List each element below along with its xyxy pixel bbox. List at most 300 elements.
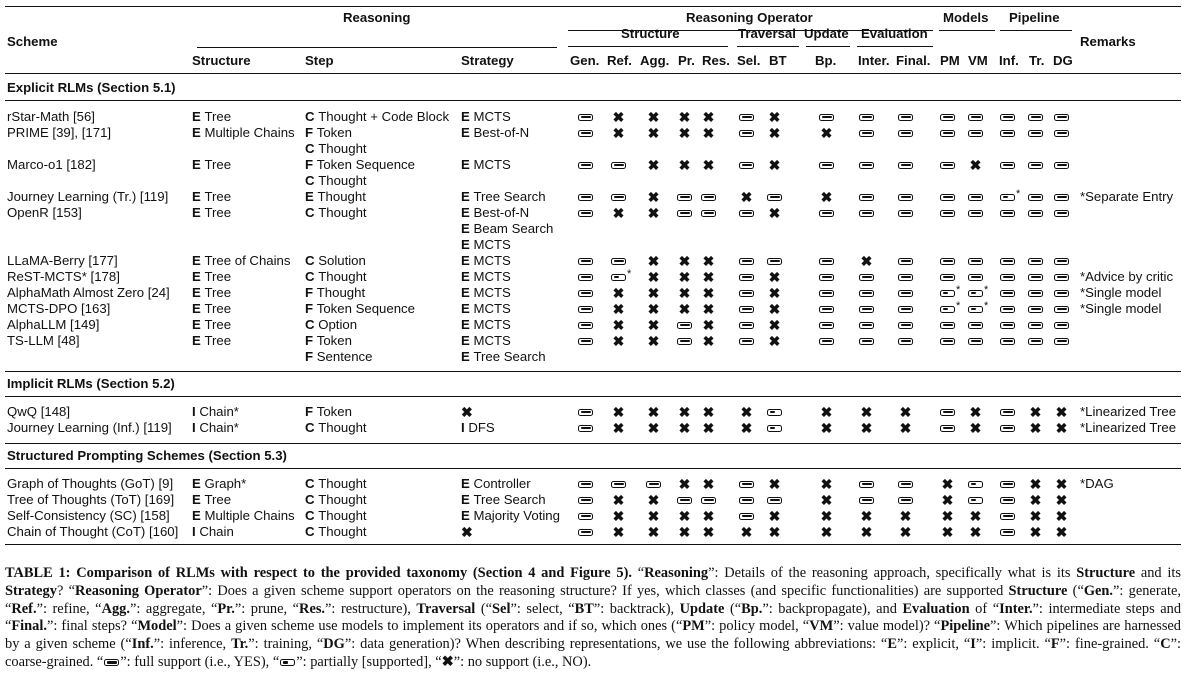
no-support-icon: ✖ [612, 109, 625, 125]
no-support-icon: ✖ [860, 508, 873, 524]
no-support-icon: ✖ [740, 404, 753, 420]
section-rule [5, 396, 1181, 397]
full-support-icon [578, 529, 593, 536]
structure-cell: E Tree [192, 109, 232, 124]
no-support-icon: ✖ [768, 476, 781, 492]
caption-text: C [1160, 636, 1171, 653]
caption-text: Sel [492, 600, 511, 617]
strategy-cell: ✖ [461, 404, 473, 420]
section-rule [5, 100, 1181, 101]
strategy-cell: E MCTS [461, 285, 511, 300]
no-support-icon: ✖ [678, 157, 691, 173]
no-support-icon: ✖ [702, 285, 715, 301]
no-support-icon: ✖ [647, 420, 660, 436]
full-support-icon [940, 114, 955, 121]
no-support-icon: ✖ [1055, 476, 1068, 492]
no-support-icon: ✖ [647, 492, 660, 508]
full-support-icon [578, 306, 593, 313]
full-support-icon [739, 322, 754, 329]
caption-text: (“ [475, 600, 493, 617]
no-support-icon: ✖ [678, 524, 691, 540]
full-support-icon [940, 274, 955, 281]
full-support-icon [578, 338, 593, 345]
strategy-cell: I DFS [461, 420, 495, 435]
full-support-icon [898, 258, 913, 265]
no-support-icon: ✖ [860, 253, 873, 269]
full-support-icon [1028, 162, 1043, 169]
full-support-icon [578, 497, 593, 504]
no-support-icon: ✖ [768, 333, 781, 349]
step-cell: C Thought [305, 508, 367, 523]
full-support-icon [1054, 274, 1069, 281]
caption-text: ”: inference, [153, 636, 232, 653]
no-support-icon: ✖ [612, 301, 625, 317]
strategy-cell: E Best-of-N [461, 205, 530, 220]
full-support-icon [859, 322, 874, 329]
full-support-icon [1000, 130, 1015, 137]
header-structure: Structure [192, 53, 251, 68]
no-support-icon: ✖ [820, 420, 833, 436]
footnote-star: * [956, 284, 961, 296]
no-support-icon: ✖ [1029, 492, 1042, 508]
full-support-icon [898, 481, 913, 488]
caption-text: ”: aggregate, “ [129, 600, 218, 617]
no-support-icon: ✖ [768, 205, 781, 221]
caption-text: (“ [724, 600, 742, 617]
reasoning-underline [197, 47, 557, 48]
full-support-icon [859, 290, 874, 297]
no-support-icon: ✖ [768, 301, 781, 317]
strategy-cell: E MCTS [461, 236, 511, 252]
scheme-name: rStar-Math [56] [7, 109, 95, 124]
full-support-icon [767, 258, 782, 265]
caption-text: Update [679, 600, 725, 617]
top-rule [5, 6, 1181, 7]
no-support-icon: ✖ [612, 285, 625, 301]
full-support-icon [578, 322, 593, 329]
full-support-icon [898, 210, 913, 217]
step-cell: C Thought [305, 476, 367, 491]
full-support-icon [898, 338, 913, 345]
caption-text: BT [574, 600, 594, 617]
caption-text: Ref. [11, 600, 37, 617]
no-support-icon: ✖ [647, 524, 660, 540]
step-cell: F Token Sequence [305, 157, 415, 172]
full-support-icon [1000, 513, 1015, 520]
section-divider [5, 443, 1181, 444]
full-support-icon [767, 497, 782, 504]
full-support-icon [677, 194, 692, 201]
strategy-cell: E MCTS [461, 301, 511, 316]
partial-support-icon [968, 290, 983, 297]
full-support-icon [578, 114, 593, 121]
full-support-icon [859, 114, 874, 121]
structure-cell: E Multiple Chains [192, 125, 295, 140]
no-support-icon: ✖ [820, 189, 833, 205]
caption-text: ”: Which pipelines are harnessed by a given scheme (“ [5, 618, 1182, 653]
full-support-icon [1028, 194, 1043, 201]
scheme-name: Journey Learning (Tr.) [119] [7, 189, 169, 204]
full-support-icon [646, 481, 661, 488]
full-support-icon [859, 338, 874, 345]
full-support-icon [968, 114, 983, 121]
caption-text: ”: no support (i.e., NO). [453, 653, 592, 670]
full-support-icon [819, 162, 834, 169]
full-support-icon [1054, 210, 1069, 217]
no-support-icon: ✖ [678, 125, 691, 141]
full-support-icon [898, 497, 913, 504]
no-support-icon: ✖ [702, 404, 715, 420]
full-support-icon [739, 114, 754, 121]
full-support-icon [578, 425, 593, 432]
caption-text: ”: restructure), [325, 600, 417, 617]
no-support-icon: ✖ [647, 285, 660, 301]
full-support-icon [940, 194, 955, 201]
full-support-icon [898, 114, 913, 121]
partial-support-icon [611, 274, 626, 281]
no-support-icon: ✖ [899, 524, 912, 540]
full-support-icon [819, 114, 834, 121]
no-support-icon: ✖ [678, 420, 691, 436]
full-support-icon [677, 497, 692, 504]
caption-text: ”: Details of the reasoning approach, specifically what is its [708, 565, 1077, 581]
scheme-name: OpenR [153] [7, 205, 82, 220]
scheme-name: PRIME [39], [171] [7, 125, 112, 140]
full-support-icon [677, 322, 692, 329]
scheme-name: QwQ [148] [7, 404, 71, 419]
full-support-icon [701, 194, 716, 201]
no-support-icon: ✖ [612, 508, 625, 524]
full-support-icon [611, 481, 626, 488]
no-support-icon: ✖ [647, 109, 660, 125]
scheme-name: Graph of Thoughts (GoT) [9] [7, 476, 174, 491]
caption-text: E [887, 636, 897, 653]
column-header: PM [940, 53, 960, 68]
caption-text: Gen. [1083, 582, 1114, 599]
partial-support-icon [1000, 194, 1015, 201]
caption-text: PM [682, 618, 705, 635]
header-reasoning: Reasoning [343, 10, 411, 25]
caption-text: ”: intermediate steps and “ [5, 600, 1182, 635]
caption-text: ✖ [441, 653, 454, 670]
header-scheme: Scheme [7, 34, 58, 49]
no-support-icon: ✖ [678, 508, 691, 524]
column-header: BT [769, 53, 787, 68]
full-support-icon [940, 210, 955, 217]
no-support-icon: ✖ [820, 524, 833, 540]
no-support-icon: ✖ [1029, 420, 1042, 436]
no-support-icon: ✖ [768, 109, 781, 125]
no-support-icon: ✖ [678, 476, 691, 492]
scheme-name: TS-LLM [48] [7, 333, 80, 348]
no-support-icon: ✖ [612, 317, 625, 333]
step-cell: C Thought [305, 269, 367, 284]
traversal-underline [737, 46, 799, 47]
full-support-icon [968, 338, 983, 345]
scheme-name: MCTS-DPO [163] [7, 301, 111, 316]
no-support-icon: ✖ [941, 524, 954, 540]
no-support-icon: ✖ [820, 404, 833, 420]
caption-text: I [970, 636, 976, 653]
column-header: Bp. [815, 53, 837, 68]
header-remarks: Remarks [1080, 34, 1136, 49]
caption-text: of “ [969, 600, 1000, 617]
full-support-icon [1000, 162, 1015, 169]
no-support-icon: ✖ [1055, 492, 1068, 508]
no-support-icon: ✖ [1055, 420, 1068, 436]
full-support-icon [1054, 114, 1069, 121]
column-header: Sel. [737, 53, 761, 68]
scheme-name: AlphaLLM [149] [7, 317, 100, 332]
partial-support-icon [280, 659, 295, 666]
full-support-icon [968, 258, 983, 265]
scheme-name: AlphaMath Almost Zero [24] [7, 285, 170, 300]
step-cell: F Thought [305, 285, 366, 300]
footnote-star: * [984, 284, 989, 296]
no-support-icon: ✖ [941, 492, 954, 508]
strategy-cell: E MCTS [461, 157, 511, 172]
header-models: Models [943, 10, 989, 25]
full-support-icon [611, 162, 626, 169]
no-support-icon: ✖ [612, 524, 625, 540]
structure-cell: E Tree [192, 157, 232, 172]
caption-text: ”: backtrack), [593, 600, 680, 617]
structure-underline [568, 46, 728, 47]
no-support-icon: ✖ [647, 508, 660, 524]
no-support-icon: ✖ [740, 524, 753, 540]
full-support-icon [739, 513, 754, 520]
caption-text: F [1050, 636, 1060, 653]
column-header: VM [968, 53, 988, 68]
full-support-icon [578, 274, 593, 281]
caption-label: TABLE 1: [5, 565, 71, 581]
column-header: Ref. [607, 53, 632, 68]
step-cell: F Sentence [305, 348, 373, 364]
caption-text: Structure [1008, 582, 1068, 599]
full-support-icon [1028, 306, 1043, 313]
no-support-icon: ✖ [702, 269, 715, 285]
full-support-icon [1028, 274, 1043, 281]
caption-text: ”: implicit. “ [975, 636, 1051, 653]
footnote-star: * [1016, 188, 1021, 200]
step-cell: C Thought [305, 524, 367, 539]
column-header: Gen. [570, 53, 600, 68]
full-support-icon [578, 130, 593, 137]
structure-cell: E Tree [192, 189, 232, 204]
strategy-cell: E MCTS [461, 317, 511, 332]
caption-text: Inf. [131, 636, 154, 653]
strategy-cell: E Majority Voting [461, 508, 560, 523]
strategy-cell: E MCTS [461, 333, 511, 348]
no-support-icon: ✖ [820, 508, 833, 524]
no-support-icon: ✖ [647, 189, 660, 205]
full-support-icon [104, 659, 119, 666]
no-support-icon: ✖ [647, 404, 660, 420]
no-support-icon: ✖ [647, 301, 660, 317]
section-divider [5, 371, 1181, 372]
structure-cell: E Tree [192, 492, 232, 507]
no-support-icon: ✖ [820, 492, 833, 508]
structure-cell: I Chain* [192, 420, 239, 435]
no-support-icon: ✖ [768, 317, 781, 333]
footnote-star: * [956, 300, 961, 312]
no-support-icon: ✖ [941, 508, 954, 524]
header-update: Update [804, 26, 849, 41]
section-rule [5, 468, 1181, 469]
strategy-cell: E Best-of-N [461, 125, 530, 140]
structure-cell: E Tree [192, 269, 232, 284]
full-support-icon [898, 274, 913, 281]
scheme-name: Journey Learning (Inf.) [119] [7, 420, 172, 435]
no-support-icon: ✖ [702, 508, 715, 524]
no-support-icon: ✖ [612, 125, 625, 141]
strategy-cell: E Tree Search [461, 492, 546, 507]
header-evaluation: Evaluation [861, 26, 928, 41]
full-support-icon [940, 338, 955, 345]
full-support-icon [968, 194, 983, 201]
no-support-icon: ✖ [860, 524, 873, 540]
no-support-icon: ✖ [820, 476, 833, 492]
column-header: Tr. [1029, 53, 1045, 68]
full-support-icon [739, 290, 754, 297]
full-support-icon [739, 306, 754, 313]
models-underline [939, 30, 995, 31]
no-support-icon: ✖ [678, 253, 691, 269]
no-support-icon: ✖ [1029, 508, 1042, 524]
partial-support-icon [767, 409, 782, 416]
footnote-star: * [627, 268, 632, 280]
section-title: Implicit RLMs (Section 5.2) [7, 376, 175, 391]
full-support-icon [578, 409, 593, 416]
no-support-icon: ✖ [702, 157, 715, 173]
header-rule [5, 73, 1181, 74]
full-support-icon [898, 306, 913, 313]
full-support-icon [859, 497, 874, 504]
full-support-icon [739, 274, 754, 281]
no-support-icon: ✖ [899, 404, 912, 420]
full-support-icon [1000, 409, 1015, 416]
step-cell: E Thought [305, 189, 366, 204]
full-support-icon [859, 481, 874, 488]
scheme-name: Tree of Thoughts (ToT) [169] [7, 492, 175, 507]
structure-cell: E Tree [192, 333, 232, 348]
full-support-icon [739, 162, 754, 169]
full-support-icon [1000, 338, 1015, 345]
full-support-icon [1054, 338, 1069, 345]
step-cell: F Token [305, 333, 352, 348]
full-support-icon [578, 210, 593, 217]
caption-text: Evaluation [902, 600, 970, 617]
caption-text: ”: fine-grained. “ [1059, 636, 1161, 653]
full-support-icon [819, 274, 834, 281]
full-support-icon [739, 338, 754, 345]
full-support-icon [1000, 529, 1015, 536]
full-support-icon [819, 290, 834, 297]
full-support-icon [1028, 114, 1043, 121]
caption-text: Reasoning Operator [74, 582, 202, 599]
strategy-cell: ✖ [461, 524, 473, 540]
partial-support-icon [940, 306, 955, 313]
caption-text: ”: data generation)? When describing representations, we use the following abbreviations: “ [344, 636, 888, 653]
full-support-icon [767, 194, 782, 201]
no-support-icon: ✖ [612, 205, 625, 221]
no-support-icon: ✖ [612, 420, 625, 436]
no-support-icon: ✖ [647, 333, 660, 349]
no-support-icon: ✖ [1055, 508, 1068, 524]
full-support-icon [859, 306, 874, 313]
evaluation-underline [857, 46, 933, 47]
full-support-icon [677, 338, 692, 345]
full-support-icon [701, 497, 716, 504]
full-support-icon [578, 162, 593, 169]
caption-text: (“ [1067, 582, 1084, 599]
no-support-icon: ✖ [899, 508, 912, 524]
caption-text: ”: coarse-grained. “ [5, 636, 1181, 670]
no-support-icon: ✖ [702, 420, 715, 436]
full-support-icon [1054, 306, 1069, 313]
no-support-icon: ✖ [678, 109, 691, 125]
header-traversal: Traversal [738, 26, 796, 41]
caption-text: ”: final steps? “ [46, 618, 138, 635]
full-support-icon [968, 322, 983, 329]
full-support-icon [1000, 322, 1015, 329]
pipeline-underline [1000, 30, 1072, 31]
full-support-icon [968, 274, 983, 281]
caption-text: ”: partially [supported], “ [296, 653, 442, 670]
header-pipeline: Pipeline [1009, 10, 1060, 25]
caption-text: ”: select, “ [510, 600, 575, 617]
step-cell: F Token [305, 125, 352, 140]
full-support-icon [819, 210, 834, 217]
caption-text: Tr. [231, 636, 249, 653]
step-cell: C Solution [305, 253, 366, 268]
no-support-icon: ✖ [678, 301, 691, 317]
no-support-icon: ✖ [702, 317, 715, 333]
full-support-icon [819, 338, 834, 345]
no-support-icon: ✖ [820, 125, 833, 141]
column-header: Pr. [678, 53, 695, 68]
caption-text: Inter. [999, 600, 1033, 617]
remark-cell: *Linearized Tree [1080, 404, 1177, 419]
full-support-icon [859, 274, 874, 281]
column-header: DG [1053, 53, 1073, 68]
column-header: Final. [896, 53, 931, 68]
step-cell: C Thought [305, 140, 367, 156]
bottom-rule [5, 544, 1181, 545]
full-support-icon [940, 162, 955, 169]
no-support-icon: ✖ [768, 157, 781, 173]
caption-text: ”: explicit, “ [896, 636, 971, 653]
caption-text: DG [323, 636, 345, 653]
no-support-icon: ✖ [768, 508, 781, 524]
full-support-icon [1000, 497, 1015, 504]
no-support-icon: ✖ [740, 189, 753, 205]
remark-cell: *Separate Entry [1080, 189, 1174, 204]
full-support-icon [859, 210, 874, 217]
strategy-cell: E MCTS [461, 253, 511, 268]
no-support-icon: ✖ [702, 333, 715, 349]
no-support-icon: ✖ [647, 269, 660, 285]
full-support-icon [898, 322, 913, 329]
full-support-icon [940, 322, 955, 329]
no-support-icon: ✖ [678, 285, 691, 301]
no-support-icon: ✖ [678, 404, 691, 420]
caption-text: ”: training, “ [248, 636, 324, 653]
structure-cell: I Chain [192, 524, 234, 539]
no-support-icon: ✖ [1029, 476, 1042, 492]
full-support-icon [701, 210, 716, 217]
structure-cell: E Tree [192, 301, 232, 316]
